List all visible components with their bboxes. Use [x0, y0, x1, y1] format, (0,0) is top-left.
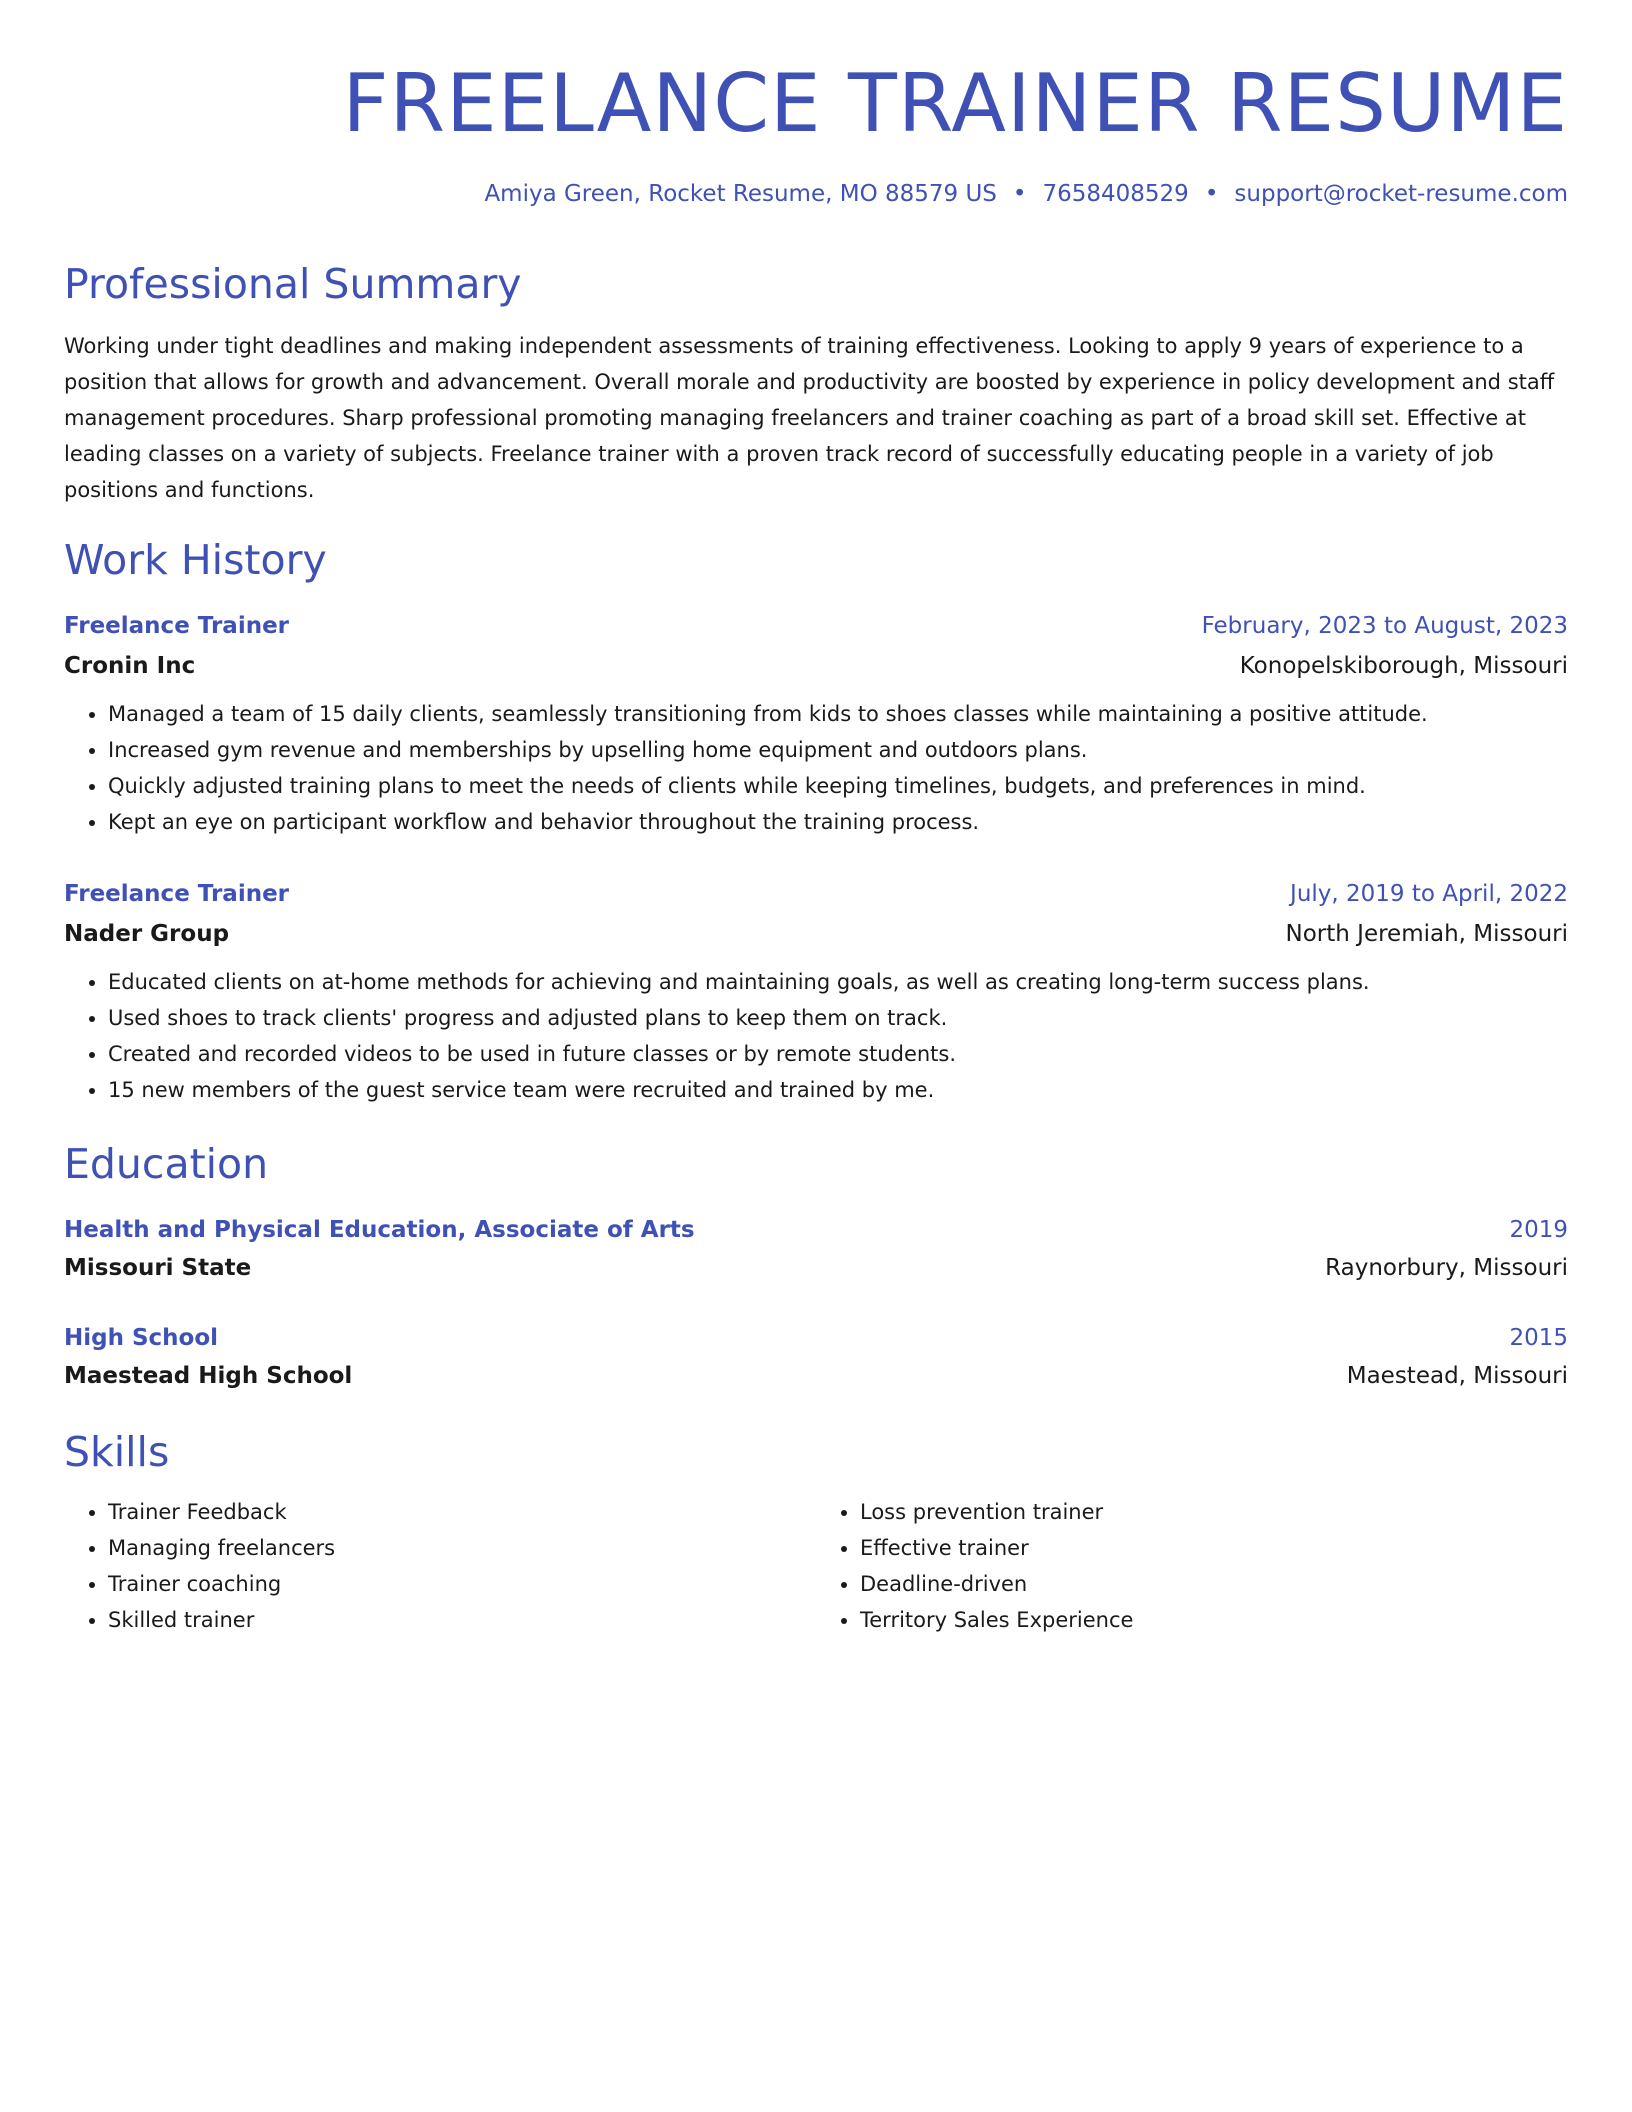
list-item: • 15 new members of the guest service team were recruited and trained by me. — [108, 1072, 1568, 1108]
education-header-row — [64, 1322, 1568, 1354]
job-header-row — [64, 878, 1568, 910]
summary-text: Working under tight deadlines and making independent assessments of training effectiveness. Looking to apply 9 years of experience to a position that allows for growth and advancement. Overall morale and productivity are boosted by experience in policy development and staff management procedures. Sharp professional promoting managing freelancers and trainer coaching as part of a broad skill set. Effective at leading classes on a variety of subjects. Freelance trainer with a proven track record of successfully educating people in a variety of job positions and functions. — [64, 334, 1555, 502]
education-degree: High School — [64, 1325, 219, 1351]
education-school-row — [64, 1360, 1568, 1392]
contact-separator: • — [1204, 181, 1219, 207]
summary-heading: Professional Summary — [64, 260, 522, 308]
skills-column-left — [64, 1494, 816, 1638]
skills-bullets — [816, 1494, 1568, 1638]
education-entry — [64, 1214, 1568, 1284]
job-header-row — [64, 610, 1568, 642]
education-school: Missouri State — [64, 1255, 252, 1281]
job-bullets — [64, 964, 1568, 1108]
education-school: Maestead High School — [64, 1363, 353, 1389]
skill-item: • Trainer coaching — [108, 1566, 816, 1602]
skill-item: • Effective trainer — [860, 1530, 1568, 1566]
job-title: Freelance Trainer — [64, 881, 290, 907]
skills-column-right — [816, 1494, 1568, 1638]
education-heading: Education — [64, 1140, 269, 1188]
job-dates: February, 2023 to August, 2023 — [1201, 613, 1568, 639]
skill-item: • Loss prevention trainer — [860, 1494, 1568, 1530]
skills-bullets — [64, 1494, 816, 1638]
list-item: • Managed a team of 15 daily clients, seamlessly transitioning from kids to shoes classes while maintaining a positive attitude. — [108, 696, 1568, 732]
skills-list — [64, 1494, 1568, 1638]
job-company-row — [64, 918, 1568, 950]
education-school-row — [64, 1252, 1568, 1284]
education-year: 2019 — [1509, 1217, 1568, 1243]
work-history-heading: Work History — [64, 536, 327, 584]
job-bullets — [64, 696, 1568, 840]
list-item: • Quickly adjusted training plans to meet the needs of clients while keeping timelines, budgets, and preferences in mind. — [108, 768, 1568, 804]
contact-line — [484, 178, 1568, 210]
education-entry — [64, 1322, 1568, 1392]
contact-phone: 7658408529 — [1042, 181, 1189, 207]
job-entry — [64, 610, 1568, 840]
list-item: • Increased gym revenue and memberships by upselling home equipment and outdoors plans. — [108, 732, 1568, 768]
job-location: North Jeremiah, Missouri — [1285, 921, 1568, 947]
skill-item: • Deadline-driven — [860, 1566, 1568, 1602]
resume-title: FREELANCE TRAINER RESUME — [342, 57, 1568, 150]
job-entry — [64, 878, 1568, 1108]
job-company: Cronin Inc — [64, 653, 196, 679]
skill-item: • Skilled trainer — [108, 1602, 816, 1638]
skill-item: • Territory Sales Experience — [860, 1602, 1568, 1638]
contact-email[interactable]: support@rocket-resume.com — [1234, 181, 1568, 207]
job-company: Nader Group — [64, 921, 230, 947]
education-year: 2015 — [1509, 1325, 1568, 1351]
education-location: Maestead, Missouri — [1346, 1363, 1568, 1389]
skill-item: • Trainer Feedback — [108, 1494, 816, 1530]
skill-item: • Managing freelancers — [108, 1530, 816, 1566]
list-item: • Created and recorded videos to be used in future classes or by remote students. — [108, 1036, 1568, 1072]
job-dates: July, 2019 to April, 2022 — [1290, 881, 1568, 907]
job-title: Freelance Trainer — [64, 613, 290, 639]
skills-heading: Skills — [64, 1428, 170, 1476]
job-location: Konopelskiborough, Missouri — [1239, 653, 1568, 679]
list-item: • Kept an eye on participant workflow and behavior throughout the training process. — [108, 804, 1568, 840]
list-item: • Used shoes to track clients' progress and adjusted plans to keep them on track. — [108, 1000, 1568, 1036]
job-company-row — [64, 650, 1568, 682]
contact-address: Amiya Green, Rocket Resume, MO 88579 US — [484, 181, 997, 207]
list-item: • Educated clients on at-home methods for achieving and maintaining goals, as well as creating long-term success plans. — [108, 964, 1568, 1000]
education-degree: Health and Physical Education, Associate of Arts — [64, 1217, 695, 1243]
education-location: Raynorbury, Missouri — [1325, 1255, 1568, 1281]
education-header-row — [64, 1214, 1568, 1246]
contact-separator: • — [1012, 181, 1027, 207]
